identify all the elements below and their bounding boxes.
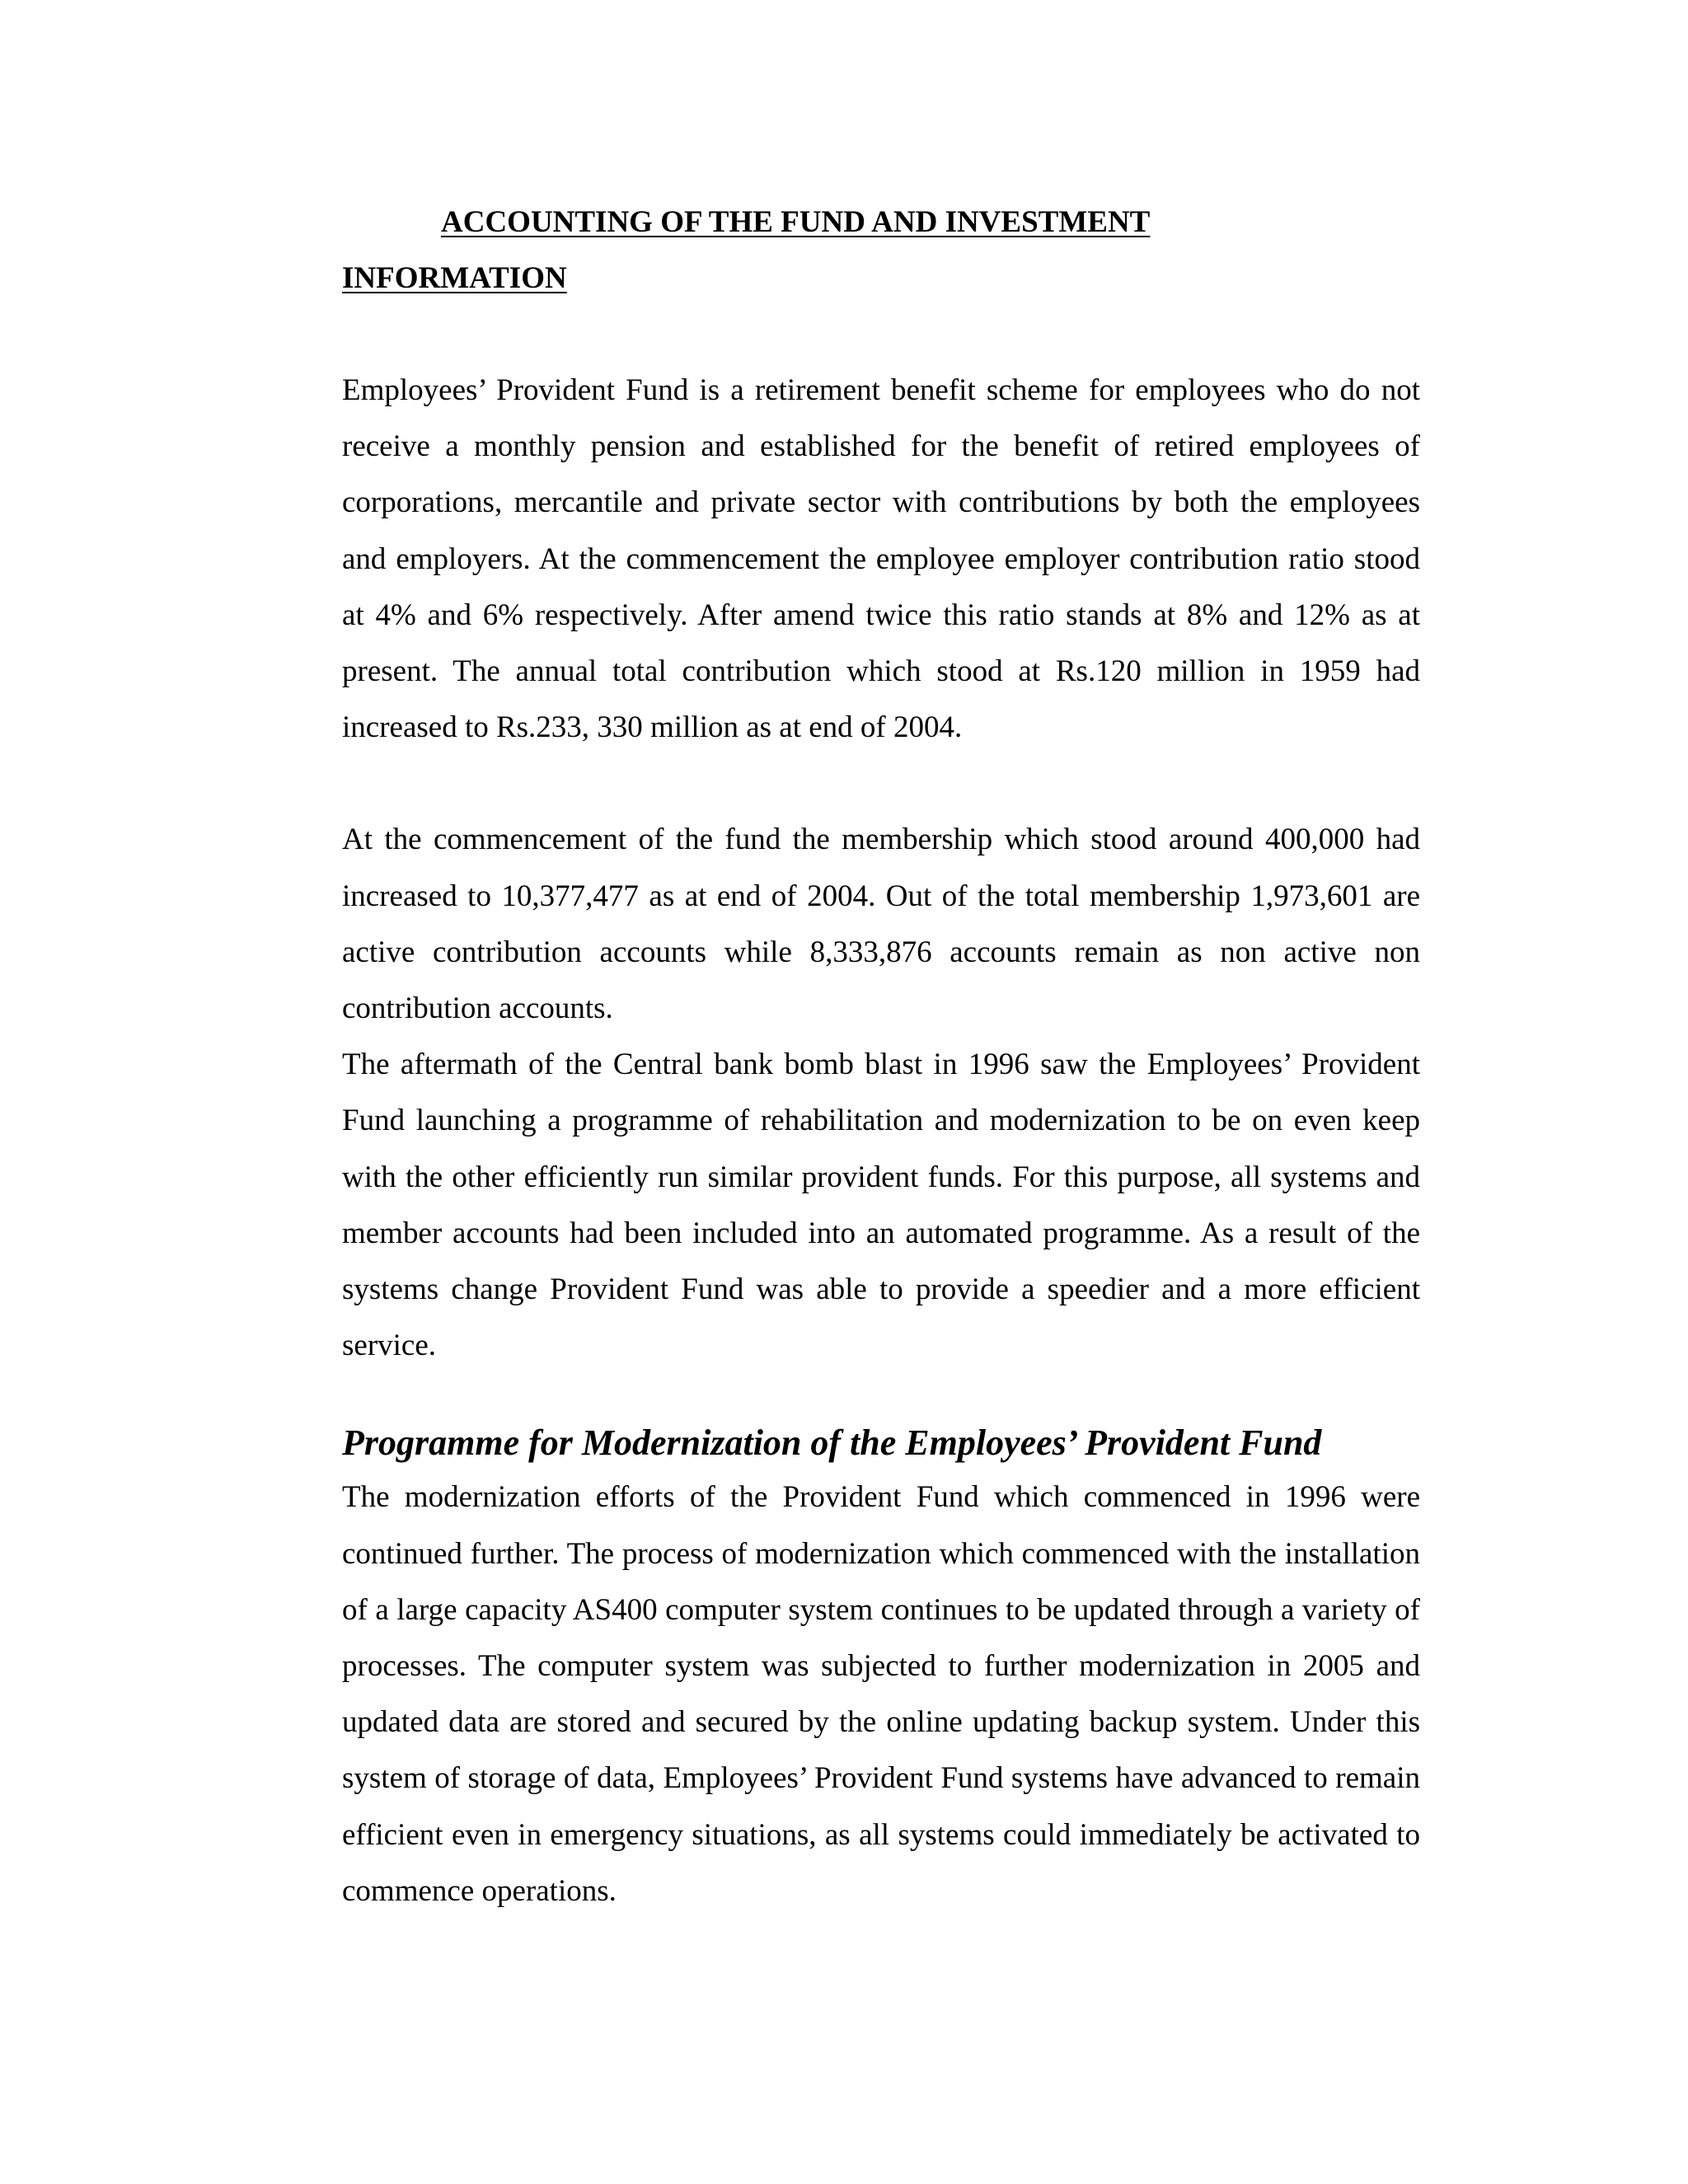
paragraph-membership: At the commencement of the fund the membership which stood around 400,000 had increased to 10,377,477 as at end of 2004. Out of the total membership 1,973,601 are active contribution accounts while 8,333,876 accounts remain as non active non contribution accounts. (342, 823, 1420, 1026)
heading-line-2: INFORMATION (342, 261, 567, 295)
spacer (342, 307, 1420, 363)
subheading-modernization: Programme for Modernization of the Employees’ Provident Fund (342, 1422, 1322, 1464)
document-body (342, 194, 1420, 1919)
spacer (342, 1374, 1420, 1417)
paragraph-modernization: The modernization efforts of the Provident Fund which commenced in 1996 were continued further. The process of modernization which commenced with the installation of a large capacity AS400 computer system continues to be updated through a variety of processes. The computer system was subjected to further modernization in 2005 and updated data are stored and secured by the online updating backup system. Under this system of storage of data, Employees’ Provident Fund systems have advanced to remain efficient even in emergency situations, as all systems could immediately be activated to commence operations. (342, 1480, 1420, 1908)
heading-line-1: ACCOUNTING OF THE FUND AND INVESTMENT (441, 205, 1151, 239)
paragraph-rehabilitation: The aftermath of the Central bank bomb blast in 1996 saw the Employees’ Provident Fund launching a programme of rehabilitation and modernization to be on even keep with the other efficiently run similar provident funds. For this purpose, all systems and member accounts had been included into an automated programme. As a result of the systems change Provident Fund was able to provide a speedier and a more efficient service. (342, 1047, 1420, 1363)
spacer (342, 756, 1420, 812)
section-heading (342, 194, 1420, 307)
paragraph-contribution: Employees’ Provident Fund is a retirement benefit scheme for employees who do not receive a monthly pension and established for the benefit of retired employees of corporations, mercantile and private sector with contributions by both the employees and employers. At the commencement the employee employer contribution ratio stood at 4% and 6% respectively. After amend twice this ratio stands at 8% and 12% as at present. The annual total contribution which stood at Rs.120 million in 1959 had increased to Rs.233, 330 million as at end of 2004. (342, 373, 1420, 745)
